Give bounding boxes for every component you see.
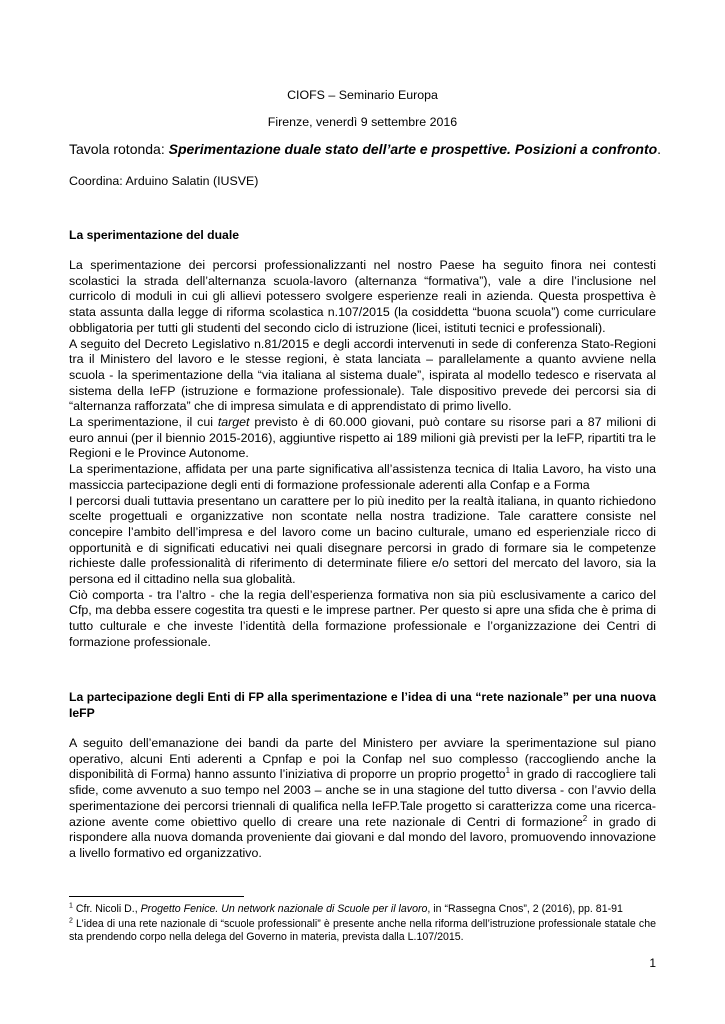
title-suffix: . <box>657 141 662 157</box>
text-run: A seguito dell’emanazione dei bandi da parte del Ministero per avviare la sperimentazione sul piano operativo, alcuni Enti aderenti a Cpnfap e poi la Confap nel suo complesso (raccogliendo anche la disponibilità di Forma) hanno assunto l’iniziativa di proporre un proprio progetto <box>69 736 656 782</box>
text-run: in grado di rispondere alla nuova domanda proveniente dai giovani e dal mondo del lavoro, promuovendo innovazione a livello formativo ed organizzativo. <box>69 814 656 860</box>
text-run: in grado di raccogliere tali sfide, come avvenuto a suo tempo nel 2003 – anche se in una stagione del tutto diversa - con l’avvio della sperimentazione dei percorsi triennali di qualifica nella IeFP.Tale progetto si caratterizza come una ricerca-azione avente come obiettivo quello di creare una rete nazionale di Centri di formazione <box>69 767 656 829</box>
text-run: La sperimentazione, il cui <box>69 415 218 430</box>
text-run-italic: Progetto Fenice. Un network nazionale di Scuole per il lavoro <box>140 903 428 915</box>
title-emphasis: Sperimentazione duale stato dell’arte e prospettive. Posizioni a confronto <box>168 141 658 157</box>
footnote-number: 1 <box>69 902 73 910</box>
coordinator-line: Coordina: Arduino Salatin (IUSVE) <box>69 174 259 188</box>
title-prefix: Tavola rotonda: <box>69 141 169 157</box>
paragraph <box>69 736 656 862</box>
header-event: CIOFS – Seminario Europa <box>287 88 438 102</box>
text-run: previsto è di 60.000 giovani, può contare su risorse pari a 87 milioni di euro annui (per il biennio 2015-2016), aggiuntive rispetto ai 189 milioni già previsti per la IeFP, ripartiti tra le Regioni e le Province Autonome. <box>69 415 656 461</box>
paragraph: La sperimentazione dei percorsi professionalizzanti nel nostro Paese ha seguito finora nei contesti scolastici la strada dell’alternanza scuola-lavoro (alternanza “formativa”), vale a dire l’inclusione nel curricolo di moduli in cui gli allievi potessero svolgere esperienze reali in azienda. Questa prospettiva è stata assunta dalla legge di riforma scolastica n.107/2015 (la cosiddetta “buona scuola”) come curriculare obbligatoria per tutti gli studenti del secondo ciclo di istruzione (licei, istituti tecnici e professionali). <box>69 258 656 335</box>
text-run: L’idea di una rete nazionale di “scuole professionali” è presente anche nella riforma dell’istruzione professionale statale che sta prendendo corpo nella delega del Governo in materia, prevista dalla L.107/2015. <box>69 918 656 944</box>
page-number: 1 <box>649 956 656 970</box>
paragraph <box>69 415 656 462</box>
section2-heading: La partecipazione degli Enti di FP alla sperimentazione e l’idea di una “rete nazionale” per una nuova IeFP <box>69 690 656 720</box>
footnote-1 <box>69 903 656 916</box>
footnote-divider <box>69 896 244 897</box>
paragraph: A seguito del Decreto Legislativo n.81/2015 e degli accordi intervenuti in sede di conferenza Stato-Regioni tra il Ministero del lavoro e le stesse regioni, è stata lanciata – parallelamente a quanto avviene nella scuola - la sperimentazione della “via italiana al sistema duale”, ispirata al modello tedesco e riservata al sistema della IeFP (istruzione e formazione professionale). Tale dispositivo prevede dei percorsi sia di “alternanza rafforzata” che di impresa simulata e di apprendistato di primo livello. <box>69 336 656 414</box>
footnote-2 <box>69 918 656 945</box>
section2-body <box>69 736 656 862</box>
paragraph: I percorsi duali tuttavia presentano un carattere per lo più inedito per la realtà italiana, in quanto richiedono scelte progettuali e organizzative non scontate nella nostra tradizione. Tale carattere consiste nel concepire l’ambito dell’impresa e del lavoro come un bacino culturale, umano ed esperienziale ricco di opportunità e di significati educativi nei quali disegnare percorsi in grado di formare sia le competenze richieste dalle professionalità di riferimento di determinate filiere e/o settori del mercato del lavoro, sia la persona ed il cittadino nella sua globalità. <box>69 493 656 587</box>
page-title <box>69 140 669 158</box>
header-date: Firenze, venerdì 9 settembre 2016 <box>267 115 458 129</box>
text-run: , in “Rassegna Cnos”, 2 (2016), pp. 81-91 <box>427 903 623 915</box>
text-run-italic: target <box>217 415 250 430</box>
paragraph: Ciò comporta - tra l’altro - che la regia dell’esperienza formativa non sia più esclusivamente a carico del Cfp, ma debba essere cogestita tra questi e le imprese partner. Per questo si apre una sfida che è prima di tutto culturale e che investe l’identità della formazione professionale e l’organizzazione dei Centri di formazione professionale. <box>69 587 656 649</box>
footnote-ref-2[interactable]: 2 <box>582 813 588 823</box>
paragraph: La sperimentazione, affidata per una parte significativa all’assistenza tecnica di Italia Lavoro, ha visto una massiccia partecipazione degli enti di formazione professionale aderenti alla Confap e a Forma <box>69 462 656 492</box>
section1-body <box>69 258 656 651</box>
text-run: Cfr. Nicoli D., <box>72 903 141 915</box>
footnote-ref-1[interactable]: 1 <box>505 766 511 776</box>
section1-heading: La sperimentazione del duale <box>69 228 239 242</box>
footnote-number: 2 <box>69 917 73 925</box>
